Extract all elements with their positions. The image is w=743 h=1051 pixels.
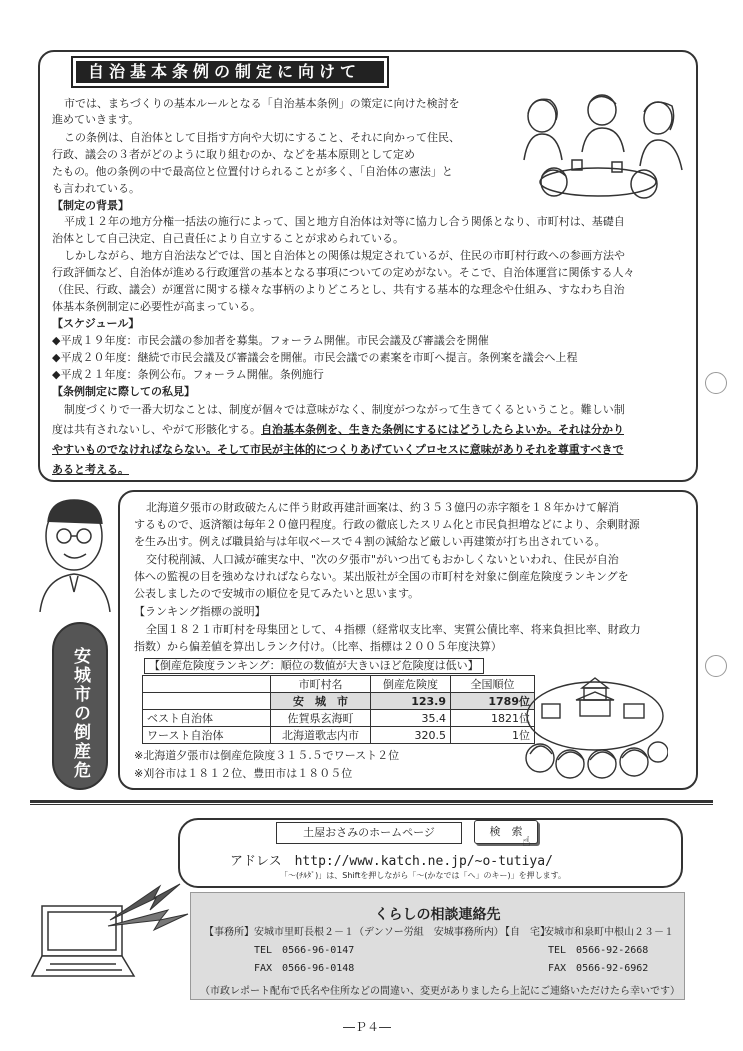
indicator-line: 指数）から偏差値を算出しランク付け。（比率、指標は２００５年度決算） [134, 640, 502, 653]
search-button[interactable]: 検 索 [474, 820, 538, 844]
consultation-note: （市政レポート配布で氏名や住所などの間違い、変更がありましたら上記にご連絡いただけたら幸いです） [200, 986, 680, 997]
schedule-item: ◆平成２０年度：継続で市民会議及び審議会を開催。市民会議での素案を市町へ提言。条例案を議会へ上程 [52, 351, 578, 364]
home-fax: FAX 0566-92-6962 [548, 963, 649, 974]
opinion-emphasis-line: やすいものでなければならない。そして市民が主体的につくりあげていくプロセスに意味がありそれを尊重すべきで [52, 443, 624, 456]
callout-text: 安城市の倒産危険度は？ [18, 646, 90, 780]
table-header-cell: 全国順位 [451, 676, 535, 693]
indicator-heading: 【ランキング指標の説明】 [134, 605, 266, 618]
indicator-line: 全国１８２１市町村を母集団として、４指標（経常収支比率、実質公債比率、将来負担比率、財政力 [146, 623, 641, 636]
table-row [143, 727, 535, 744]
intro-line: この条例は、自治体として目指す方向や大切にすること、それに向かって住民、 [64, 131, 460, 144]
consultation-title: くらしの相談連絡先 [374, 907, 501, 923]
background-line: 治体として自己決定、自己責任により自立することが求められている。 [52, 232, 404, 245]
home-tel: TEL 0566-92-2668 [548, 945, 649, 956]
intro-line: 進めていきます。 [52, 113, 140, 126]
table-cell: ワースト自治体 [143, 727, 271, 744]
table-cell: 1789位 [451, 693, 535, 710]
ranking-note: ※北海道夕張市は倒産危険度３１５.５でワースト２位 [134, 749, 400, 762]
yubari-line: 公表しましたので安城市の順位を見てみたいと思います。 [134, 587, 420, 600]
ranking-heading: 【倒産危険度ランキング：順位の数値が大きいほど危険度は低い】 [144, 658, 484, 674]
office-tel: TEL 0566-96-0147 [254, 945, 355, 956]
ranking-note: ※刈谷市は１８１２位、豊田市は１８０５位 [134, 767, 353, 780]
opinion-line: 制度づくりで一番大切なことは、制度が個々では意味がなく、制度がつながって生きてくるということ。難しい制 [64, 403, 625, 416]
table-cell: 123.9 [371, 693, 451, 710]
table-cell [143, 693, 271, 710]
intro-line: も言われている。 [52, 182, 140, 195]
table-header-cell: 市町村名 [271, 676, 371, 693]
table-cell: 320.5 [371, 727, 451, 744]
yubari-line: 交付税削減、人口減が確実な中、"次の夕張市"がいつ出てもおかしくないといわれ、住民が自治 [146, 553, 619, 566]
background-line: （住民、行政、議会）が運営に関する様々な事柄のよりどころとし、共有する基本的な理念や仕組み、すなわち自治 [52, 283, 625, 296]
pointer-cursor-icon: ☝ [522, 834, 531, 850]
yubari-line: を生み出す。例えば職員給与は年収ベースで４割の減給など厳しい再建策が打ち出されている。 [134, 535, 606, 548]
address-input-note: 「～(ﾁﾙﾀﾞ)」は、Shiftを押しながら「～(かなでは「へ」のキー)」を押します。 [280, 871, 567, 880]
punch-hole-top [705, 372, 727, 394]
charter-section-title: 自治基本条例の制定に向けて [73, 58, 387, 86]
meeting-people-illustration [506, 90, 692, 202]
office-fax: FAX 0566-96-0148 [254, 963, 355, 974]
schedule-item: ◆平成１９年度：市民会議の参加者を募集。フォーラム開催。市民会議及び審議会を開催 [52, 334, 489, 347]
schedule-heading: 【スケジュール】 [52, 317, 140, 330]
table-header-cell: 倒産危険度 [371, 676, 451, 693]
table-cell: 35.4 [371, 710, 451, 727]
table-cell: ベスト自治体 [143, 710, 271, 727]
background-line: 平成１２年の地方分権一括法の施行によって、国と地方自治体は対等に協力し合う関係となり、市町村は、基礎自 [64, 215, 625, 228]
ranking-table [142, 675, 535, 744]
punch-hole-bottom [705, 655, 727, 677]
background-line: 行政評価など、自治体が進める行政運営の基本となる事項についての定めがない。そこで、自治体運営に関係する人々 [52, 266, 635, 279]
castle-and-children-illustration [522, 668, 668, 786]
table-row [143, 693, 535, 710]
opinion-line [52, 422, 624, 438]
background-heading: 【制定の背景】 [52, 199, 129, 212]
homepage-search-box[interactable]: 土屋おさみのホームページ [276, 822, 462, 844]
table-row [143, 710, 535, 727]
section-divider [30, 800, 713, 805]
table-cell: 1位 [451, 727, 535, 744]
schedule-item: ◆平成２１年度：条例公布。フォーラム開催。条例施行 [52, 368, 324, 381]
table-cell: 佐賀県玄海町 [271, 710, 371, 727]
opinion-emphasis-line: あると考える。 [52, 463, 129, 476]
yubari-line: 体への監視の目を強めなければならない。某出版社が全国の市町村を対象に倒産危険度ランキングを [134, 570, 629, 583]
intro-line: 市では、まちづくりの基本ルールとなる「自治基本条例」の策定に向けた検討を [64, 97, 460, 110]
background-line: しかしながら、地方自治法などでは、国と自治体との関係は規定されているが、住民の市町村行政への参画方法や [64, 249, 625, 262]
author-portrait-illustration [30, 492, 114, 612]
table-header-row [143, 676, 535, 693]
office-address: 安城市里町長根２－１（デンソー労組 安城事務所内） [254, 927, 504, 938]
risk-question-callout [18, 622, 108, 790]
opinion-emphasis: 自治基本条例を、生きた条例にするにはどうしたらよいか。それは分かり [261, 423, 624, 436]
page-number: ―Ｐ４― [343, 1020, 392, 1034]
opinion-text: 度は共有されないし、やがて形骸化する。 [52, 423, 261, 436]
intro-line: たもの。他の条例の中で最高位と位置付けられることが多く、「自治体の憲法」と [52, 165, 453, 178]
yubari-line: するもので、返済額は毎年２０億円程度。行政の徹底したスリム化と市民負担増などにより、余剰財源 [134, 518, 640, 531]
opinion-heading: 【条例制定に際しての私見】 [52, 385, 195, 398]
yubari-line: 北海道夕張市の財政破たんに伴う財政再建計画案は、約３５３億円の赤字額を１８年かけて解消 [146, 501, 619, 514]
table-cell: 北海道歌志内市 [271, 727, 371, 744]
background-line: 体基本条例制定に必要性が高まっている。 [52, 300, 261, 313]
home-label: 【自 宅】 [500, 927, 550, 938]
table-cell: 安 城 市 [271, 693, 371, 710]
table-cell: 1821位 [451, 710, 535, 727]
office-label: 【事務所】 [204, 927, 254, 938]
intro-line: 行政、議会の３者がどのように取り組むのか、などを基本原則として定め [52, 148, 415, 161]
home-address: 安城市和泉町中根山２３－１ [544, 927, 674, 938]
homepage-address[interactable]: アドレス http://www.katch.ne.jp/~o-tutiya/ [230, 854, 553, 869]
table-header-cell [143, 676, 271, 693]
laptop-illustration [30, 880, 190, 980]
